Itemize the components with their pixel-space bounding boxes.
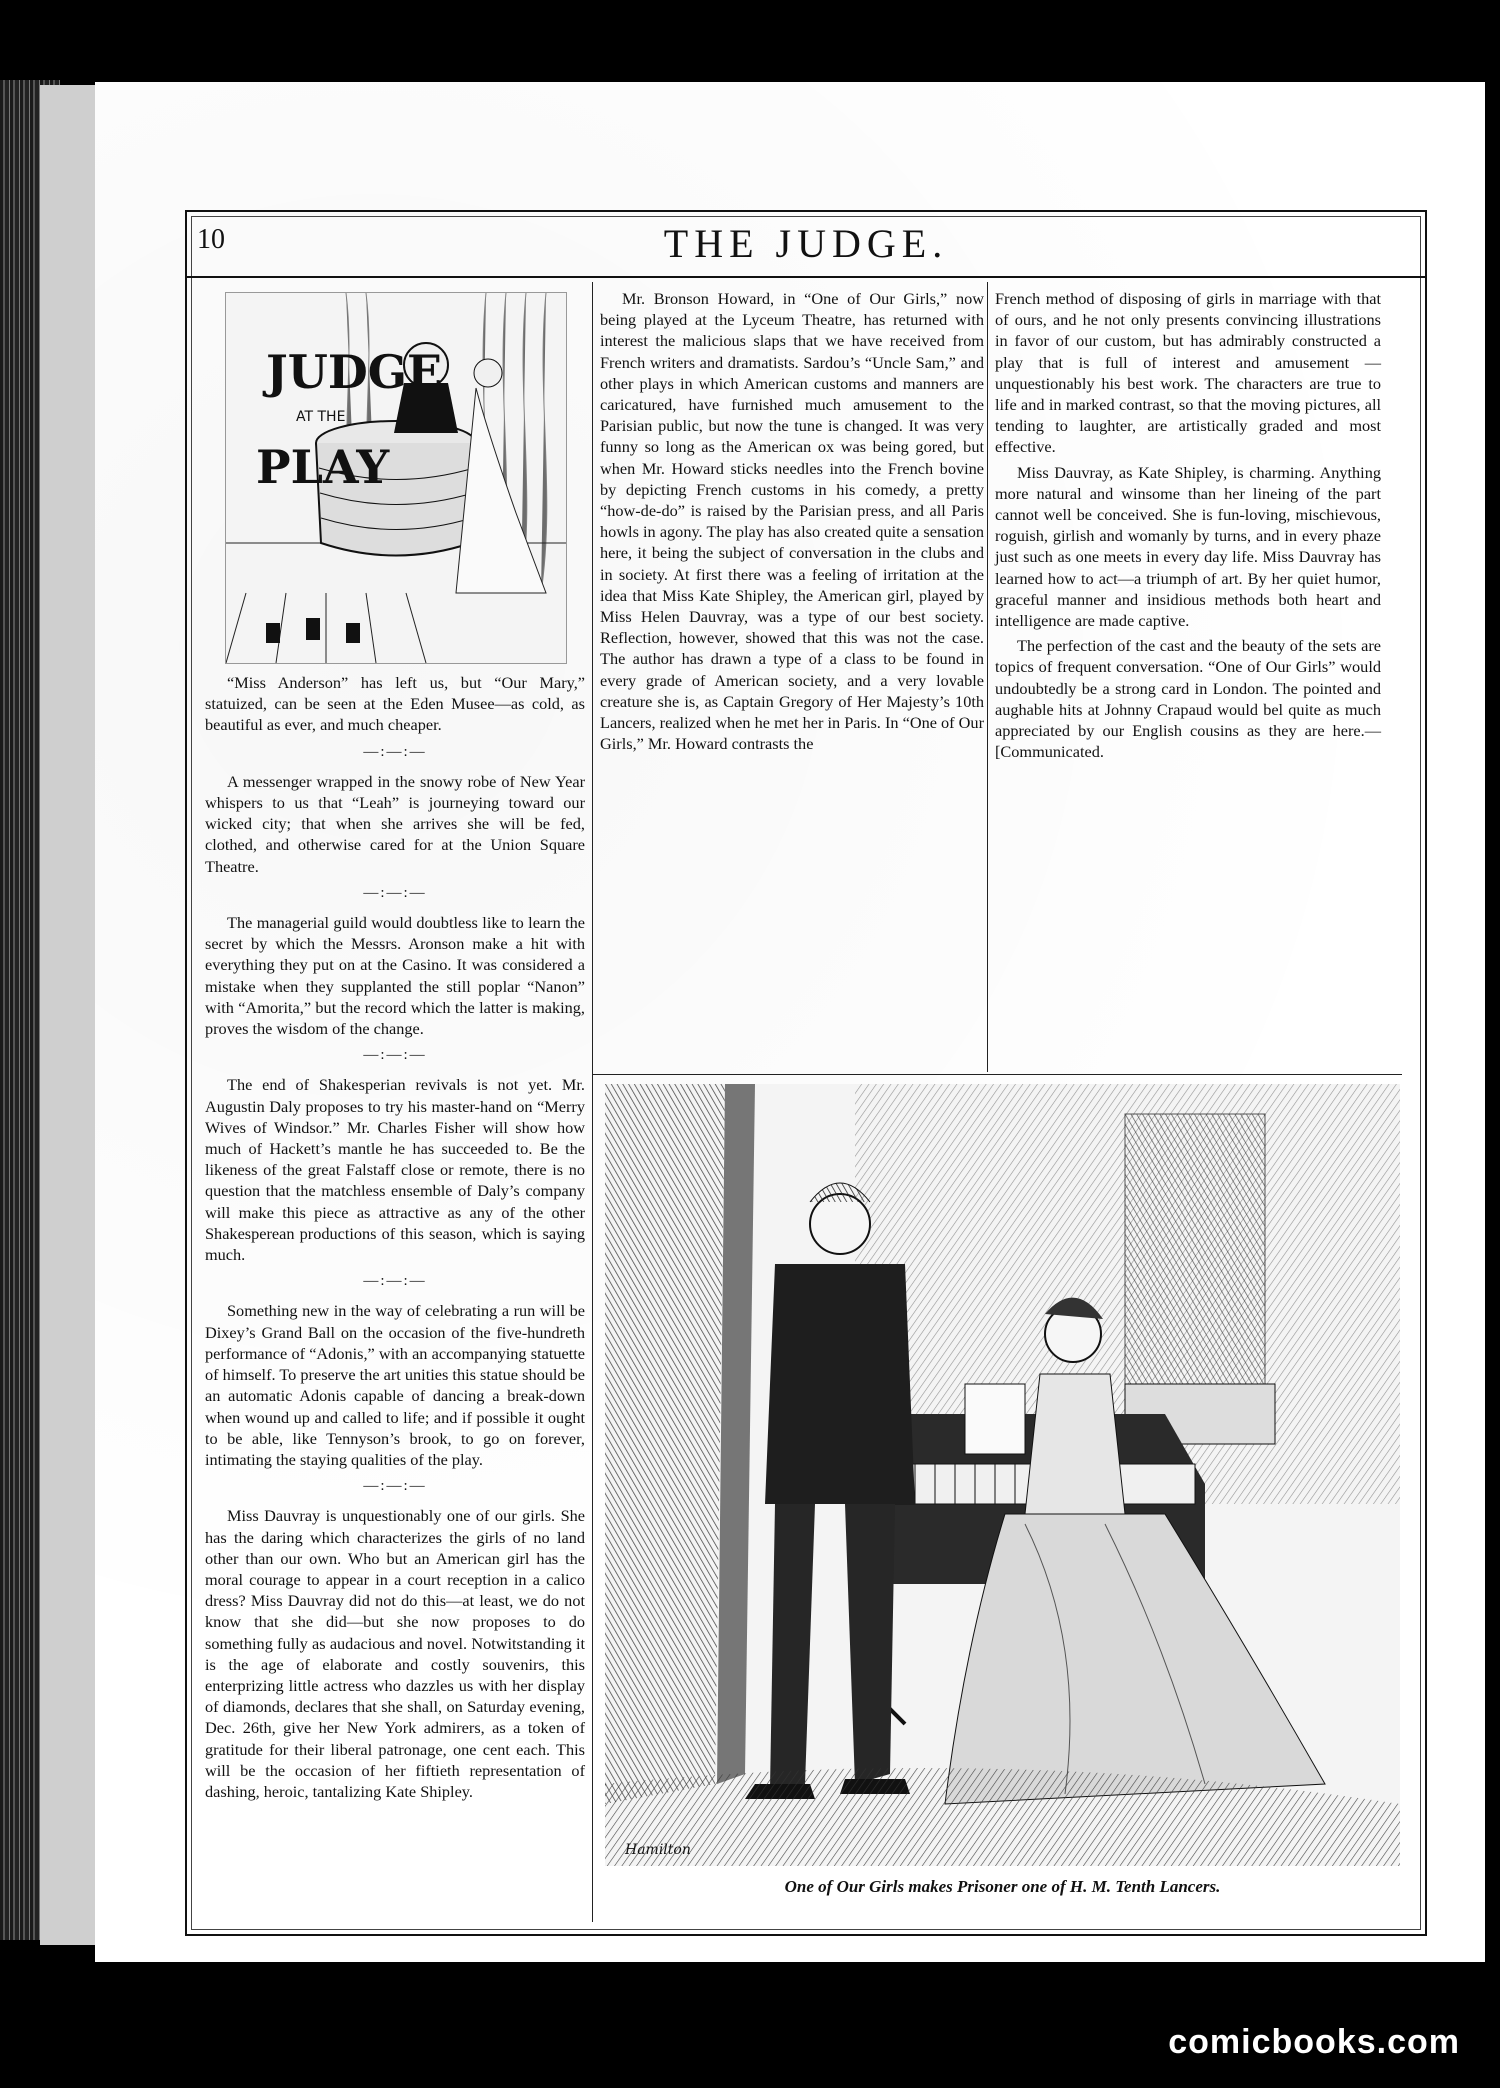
paragraph-shakesperian-revivals: The end of Shakesperian revivals is not yet. Mr. Augustin Daly proposes to try his master-hand on “Merry Wives of Windsor.” Mr. Charles Fisher will show how much of Hackett’s mantle he has succeeded to. Be the likeness of the great Falstaff close or remote, there is no question that the matchless ensemble of Daly’s company will make this piece as attractive as any of the other Shakesperean productions of this season, which is saying much. bbox=[205, 1075, 585, 1265]
illustration-caption: One of Our Girls makes Prisoner one of H. M. Tenth Lancers. bbox=[784, 1877, 1221, 1896]
section-separator: —:—:— bbox=[363, 1047, 427, 1064]
illustration-drawing bbox=[605, 1084, 1400, 1866]
source-watermark: comicbooks.com bbox=[1168, 2023, 1460, 2061]
paragraph-aronson: The managerial guild would doubtless like to learn the secret by which the Messrs. Aronson make a hit with everything they put on at the Casino. It was considered a mistake when they supplanted the still poplar “Nanon” with “Amorita,” but the record which the latter is making, proves the wisdom of the change. bbox=[205, 913, 585, 1039]
column-right bbox=[995, 288, 1381, 766]
paragraph-bronson-howard: Mr. Bronson Howard, in “One of Our Girls,” now being played at the Lyceum Theatre, has returned with interest the malicious slaps that we have received from French writers and dramatists. Sardou’s “Uncle Sam,” and other plays in which American customs and manners are caricatured, have furnished much amusement to the Parisian public, but now the tune is changed. It was very funny so long as the American ox was being gored, but when Mr. Howard sticks needles into the French bovine by depicting French customs in his comedy, a pretty “how-de-do” is raised by the Parisian press, and all Paris howls in agony. The play has also created quite a sensation here, it being the subject of conversation in the clubs and in society. At first there was a feeling of irritation at the idea that Miss Kate Shipley, the American girl, played by Miss Helen Dauvray, was a type of our best society. Reflection, however, showed that this was not the case. The author has drawn a type of a class to be found in every grade of American society, and a very lovable creature she is, as Captain Gregory of Her Majesty’s 10th Lancers, realized when he met her in Paris. In “One of Our Girls,” Mr. Howard contrasts the bbox=[600, 289, 984, 754]
page-frame bbox=[185, 210, 1427, 1936]
paragraph-cast-and-sets: The perfection of the cast and the beauty of the sets are topics of frequent conversation. “One of Our Girls” would undoubtedly be a strong card in London. The pointed and aughable hits at Johnny Crapaud would bel quite as much appreciated by our English cousins as they are here.—[Communicated. bbox=[995, 636, 1381, 762]
judge-at-the-play-cut bbox=[225, 292, 567, 664]
column-middle bbox=[600, 288, 984, 758]
paragraph-dixey-ball: Something new in the way of celebrating a run will be Dixey’s Grand Ball on the occasion of the five-hundreth performance of “Adonis,” with an accompanying statuette of himself. To preserve the art unities this statue should be an automatic Adonis capable of dancing a break-down when wound up and called to life; and if possible it ought to be able, like Tennyson’s brook, to go on forever, intimating the staying qualities of the play. bbox=[205, 1301, 585, 1469]
page-number: 10 bbox=[197, 224, 225, 255]
magazine-page bbox=[95, 82, 1485, 1962]
section-separator: —:—:— bbox=[363, 1273, 427, 1290]
section-separator: —:—:— bbox=[363, 884, 427, 901]
paragraph-kate-shipley: Miss Dauvray, as Kate Shipley, is charming. Anything more natural and winsome than her lineing of the part cannot well be conceived. She is fun-loving, mischievous, roguish, girlish and womanly by turns, and in every phaze just such as one meets in every day life. Miss Dauvray has learned how to act—a triumph of art. By her quiet humor, graceful manner and insidious methods both heart and intelligence are made captive. bbox=[995, 462, 1381, 631]
paragraph-french-method: French method of disposing of girls in marriage with that of ours, and he not only presents convincing illustrations in favor of our custom, but has admirably constructed a play that is full of interest and amusement —unquestionably his best work. The characters are true to life and in marked contrast, so that the moving pictures, all tending to laughter, are artistically graded and most effective. bbox=[995, 289, 1381, 457]
svg-text:PLAY: PLAY bbox=[256, 440, 390, 494]
illustration-top-rule bbox=[592, 1074, 1402, 1075]
section-separator: —:—:— bbox=[363, 743, 427, 760]
paragraph-miss-dauvray: Miss Dauvray is unquestionably one of our girls. She has the daring which characterizes the girls of no land other than our own. Who but an American girl has the moral courage to appear in a court reception in a calico dress? Miss Dauvray did not do this—at least, we do not know that she did—but she now proposes to do something fully as audacious and novel. Notwitstanding it is the age of elaborate and costly souvenirs, this enterprizing little actress who dazzles us with her display of diamonds, declares that she shall, on Saturday evening, Dec. 26th, give her New York admirers, as a token of gratitude for their liberal patronage, one cent each. This will be the occasion of her fiftieth representation of dashing, heroic, tantalizing Kate Shipley. bbox=[205, 1506, 585, 1801]
svg-text:AT THE: AT THE bbox=[296, 409, 346, 425]
artist-signature: Hamilton bbox=[625, 1842, 691, 1858]
paragraph-miss-anderson: “Miss Anderson” has left us, but “Our Mary,” statuized, can be seen at the Eden Musee—as cold, as beautiful as ever, and much cheaper. bbox=[205, 673, 585, 735]
paragraph-leah: A messenger wrapped in the snowy robe of New Year whispers to us that “Leah” is journeying toward our wicked city; that when she arrives she will be fed, clothed, and otherwise cared for at the Union Square Theatre. bbox=[205, 771, 585, 876]
column-rule-left bbox=[592, 282, 593, 1922]
page-header bbox=[187, 212, 1425, 278]
section-separator: —:—:— bbox=[363, 1478, 427, 1495]
piano-scene-illustration bbox=[605, 1084, 1400, 1866]
column-rule-right bbox=[987, 282, 988, 1072]
column-left bbox=[205, 672, 585, 1806]
judge-cut-drawing bbox=[226, 293, 566, 663]
masthead-title: THE JUDGE. bbox=[663, 221, 949, 266]
svg-text:JUDGE: JUDGE bbox=[266, 345, 443, 399]
